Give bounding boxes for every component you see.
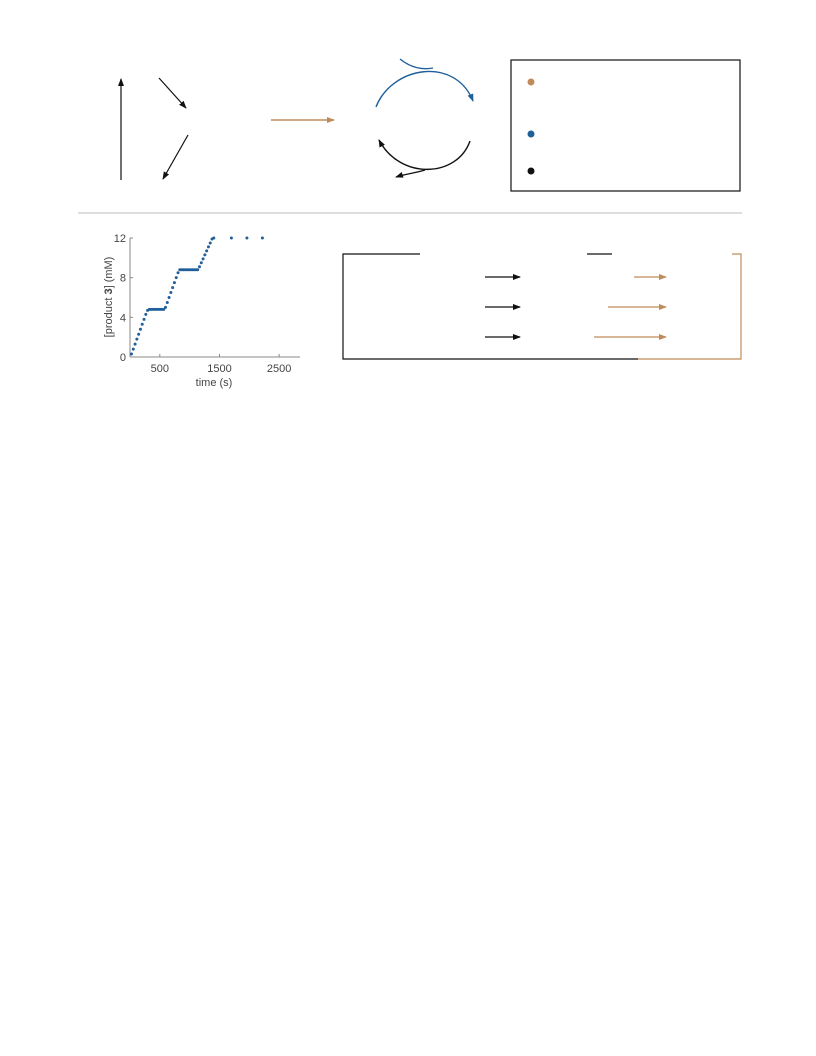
scheme-box — [0, 0, 816, 400]
x-tick-label: 1500 — [207, 363, 232, 375]
x-axis-label: time (s) — [195, 377, 233, 389]
y-label-unit: ] (mM) — [103, 256, 115, 289]
y-label-compound-number: 3 — [103, 288, 115, 295]
y-tick-label: 12 — [113, 233, 126, 245]
x-tick-label: 2500 — [266, 363, 292, 375]
y-tick-label: 8 — [119, 272, 126, 285]
y-label-prefix: [product — [103, 294, 115, 338]
y-tick-label: 4 — [119, 312, 126, 325]
x-tick-label: 500 — [150, 363, 170, 375]
y-tick-label: 0 — [119, 352, 126, 364]
